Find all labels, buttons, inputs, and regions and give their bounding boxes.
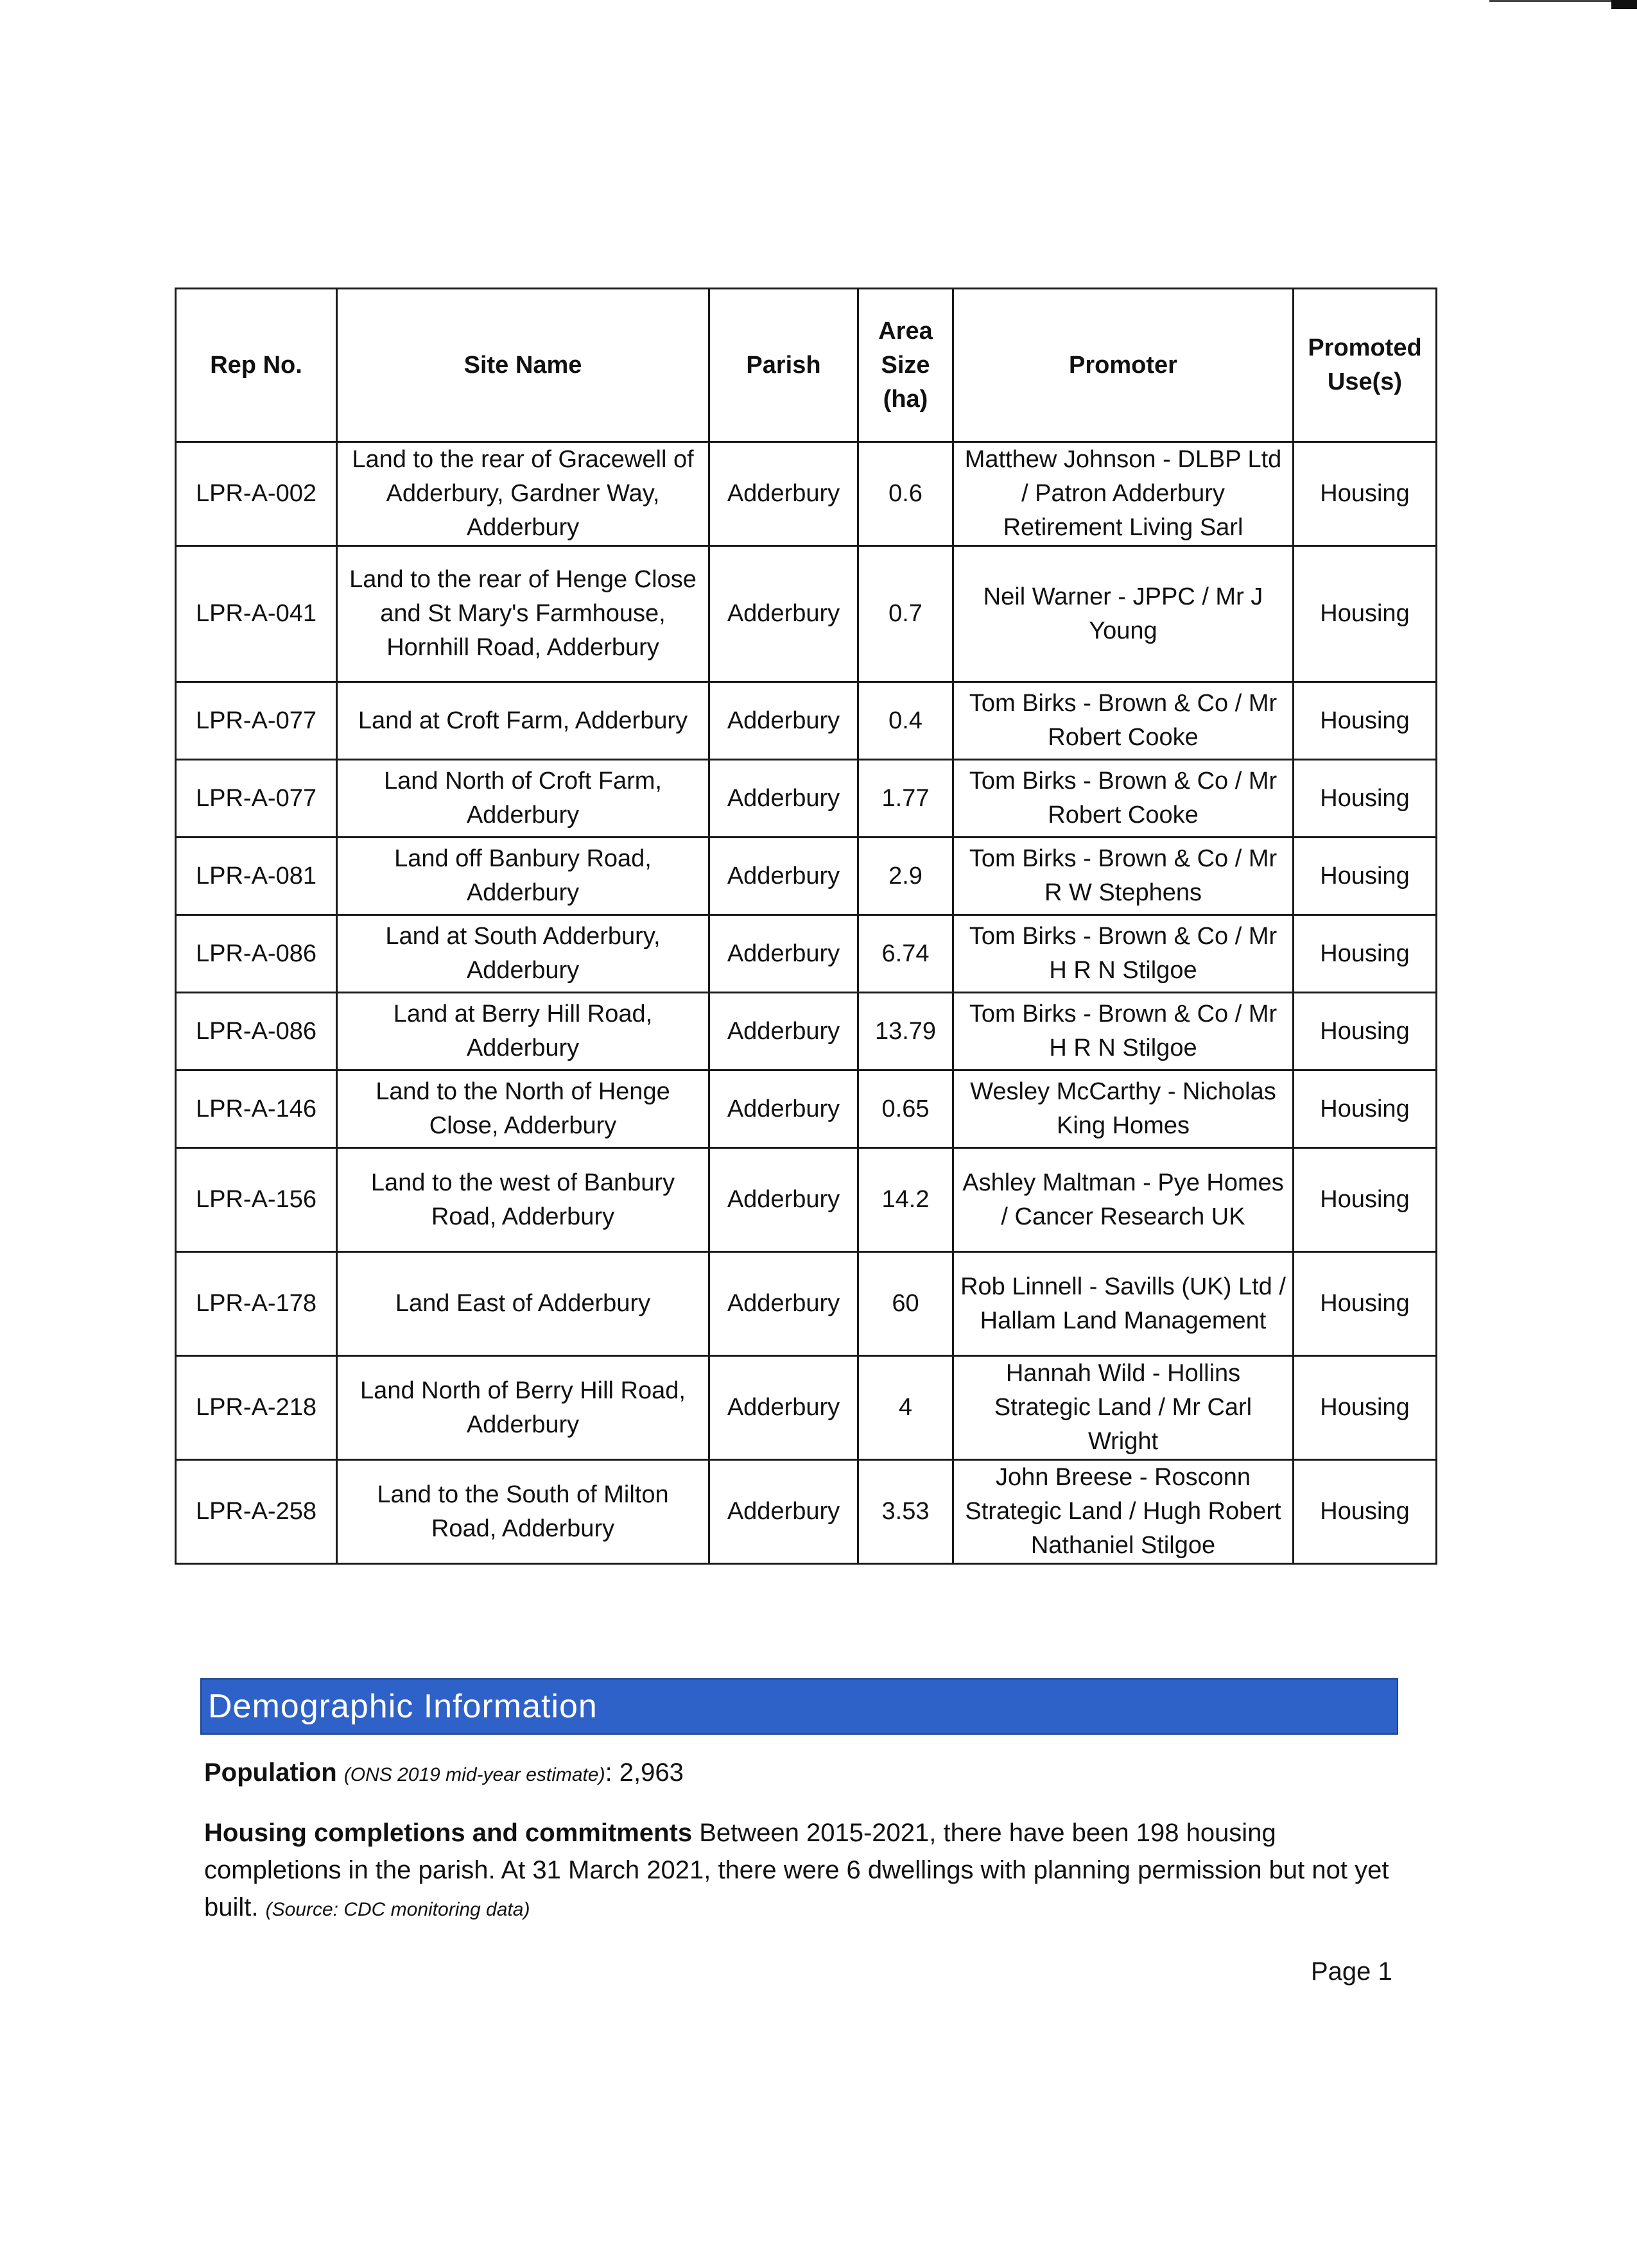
cell-parish: Adderbury (709, 682, 858, 760)
cell-parish: Adderbury (709, 1460, 858, 1564)
cell-use: Housing (1294, 915, 1437, 993)
scan-corner-mark (1611, 0, 1637, 9)
cell-promoter: Rob Linnell - Savills (UK) Ltd / Hallam Land Management (953, 1252, 1294, 1356)
cell-use: Housing (1294, 546, 1437, 682)
table-row (176, 442, 1437, 546)
cell-use: Housing (1294, 442, 1437, 546)
cell-area: 4 (858, 1356, 953, 1460)
cell-rep-no: LPR-A-086 (176, 915, 337, 993)
header-promoted-use: Promoted Use(s) (1294, 289, 1437, 442)
header-rep-no: Rep No. (176, 289, 337, 442)
cell-use: Housing (1294, 1356, 1437, 1460)
cell-area: 0.4 (858, 682, 953, 760)
header-area-size: Area Size (ha) (858, 289, 953, 442)
cell-use: Housing (1294, 1148, 1437, 1252)
cell-area: 2.9 (858, 838, 953, 915)
cell-parish: Adderbury (709, 838, 858, 915)
header-parish: Parish (709, 289, 858, 442)
cell-site-name: Land to the rear of Henge Close and St Mary's Farmhouse, Hornhill Road, Adderbury (337, 546, 709, 682)
table-row (176, 1460, 1437, 1564)
cell-rep-no: LPR-A-178 (176, 1252, 337, 1356)
cell-site-name: Land to the South of Milton Road, Adderbury (337, 1460, 709, 1564)
table-row (176, 838, 1437, 915)
cell-parish: Adderbury (709, 442, 858, 546)
cell-promoter: Tom Birks - Brown & Co / Mr H R N Stilgoe (953, 993, 1294, 1070)
cell-parish: Adderbury (709, 760, 858, 838)
population-paragraph (204, 1754, 1411, 1794)
cell-use: Housing (1294, 1252, 1437, 1356)
table-row (176, 1356, 1437, 1460)
cell-area: 60 (858, 1252, 953, 1356)
cell-rep-no: LPR-A-086 (176, 993, 337, 1070)
cell-rep-no: LPR-A-041 (176, 546, 337, 682)
table-row (176, 760, 1437, 838)
cell-rep-no: LPR-A-077 (176, 760, 337, 838)
population-source: (ONS 2019 mid-year estimate) (343, 1764, 605, 1785)
cell-rep-no: LPR-A-077 (176, 682, 337, 760)
cell-area: 13.79 (858, 993, 953, 1070)
population-value: : 2,963 (605, 1758, 684, 1787)
cell-promoter: Hannah Wild - Hollins Strategic Land / Mr Carl Wright (953, 1356, 1294, 1460)
cell-promoter: Ashley Maltman - Pye Homes / Cancer Research UK (953, 1148, 1294, 1252)
cell-site-name: Land North of Croft Farm, Adderbury (337, 760, 709, 838)
cell-site-name: Land North of Berry Hill Road, Adderbury (337, 1356, 709, 1460)
cell-area: 3.53 (858, 1460, 953, 1564)
sites-table (175, 288, 1437, 1565)
cell-parish: Adderbury (709, 993, 858, 1070)
cell-site-name: Land to the rear of Gracewell of Adderbury, Gardner Way, Adderbury (337, 442, 709, 546)
table-row (176, 1148, 1437, 1252)
population-label: Population (204, 1758, 337, 1787)
table-row (176, 546, 1437, 682)
cell-promoter: Tom Birks - Brown & Co / Mr Robert Cooke (953, 760, 1294, 838)
cell-area: 14.2 (858, 1148, 953, 1252)
cell-parish: Adderbury (709, 1148, 858, 1252)
page-number: Page 1 (1311, 1957, 1392, 1986)
cell-site-name: Land to the west of Banbury Road, Adderbury (337, 1148, 709, 1252)
cell-parish: Adderbury (709, 1252, 858, 1356)
cell-area: 1.77 (858, 760, 953, 838)
header-promoter: Promoter (953, 289, 1294, 442)
cell-area: 0.6 (858, 442, 953, 546)
cell-use: Housing (1294, 1460, 1437, 1564)
table-row (176, 993, 1437, 1070)
cell-use: Housing (1294, 838, 1437, 915)
cell-use: Housing (1294, 760, 1437, 838)
cell-parish: Adderbury (709, 915, 858, 993)
cell-rep-no: LPR-A-146 (176, 1070, 337, 1148)
scan-edge-line (1489, 0, 1611, 2)
cell-promoter: Wesley McCarthy - Nicholas King Homes (953, 1070, 1294, 1148)
cell-rep-no: LPR-A-081 (176, 838, 337, 915)
housing-source: (Source: CDC monitoring data) (265, 1899, 530, 1920)
table-row (176, 915, 1437, 993)
cell-promoter: Neil Warner - JPPC / Mr J Young (953, 546, 1294, 682)
table-row (176, 1252, 1437, 1356)
header-site-name: Site Name (337, 289, 709, 442)
cell-area: 0.65 (858, 1070, 953, 1148)
cell-promoter: Tom Birks - Brown & Co / Mr Robert Cooke (953, 682, 1294, 760)
section-title: Demographic Information (208, 1688, 598, 1725)
cell-parish: Adderbury (709, 1356, 858, 1460)
cell-rep-no: LPR-A-218 (176, 1356, 337, 1460)
housing-label: Housing completions and commitments (204, 1819, 693, 1847)
cell-use: Housing (1294, 682, 1437, 760)
cell-promoter: Matthew Johnson - DLBP Ltd / Patron Adderbury Retirement Living Sarl (953, 442, 1294, 546)
cell-promoter: Tom Birks - Brown & Co / Mr R W Stephens (953, 838, 1294, 915)
housing-text: Between 2015-2021, there have been 198 housing completions in the parish. At 31 March 2021, there were 6 dwellings with planning permission but not yet built. (204, 1819, 1389, 1921)
table-header-row (176, 289, 1437, 442)
cell-rep-no: LPR-A-002 (176, 442, 337, 546)
section-heading-bar (200, 1678, 1398, 1735)
cell-promoter: Tom Birks - Brown & Co / Mr H R N Stilgoe (953, 915, 1294, 993)
cell-use: Housing (1294, 1070, 1437, 1148)
cell-site-name: Land to the North of Henge Close, Adderbury (337, 1070, 709, 1148)
cell-site-name: Land off Banbury Road, Adderbury (337, 838, 709, 915)
cell-area: 6.74 (858, 915, 953, 993)
cell-promoter: John Breese - Rosconn Strategic Land / Hugh Robert Nathaniel Stilgoe (953, 1460, 1294, 1564)
cell-parish: Adderbury (709, 1070, 858, 1148)
cell-site-name: Land at Croft Farm, Adderbury (337, 682, 709, 760)
cell-rep-no: LPR-A-156 (176, 1148, 337, 1252)
cell-rep-no: LPR-A-258 (176, 1460, 337, 1564)
cell-parish: Adderbury (709, 546, 858, 682)
table-row (176, 1070, 1437, 1148)
cell-site-name: Land at South Adderbury, Adderbury (337, 915, 709, 993)
cell-use: Housing (1294, 993, 1437, 1070)
cell-area: 0.7 (858, 546, 953, 682)
table-row (176, 682, 1437, 760)
cell-site-name: Land at Berry Hill Road, Adderbury (337, 993, 709, 1070)
cell-site-name: Land East of Adderbury (337, 1252, 709, 1356)
housing-paragraph (204, 1814, 1411, 1929)
